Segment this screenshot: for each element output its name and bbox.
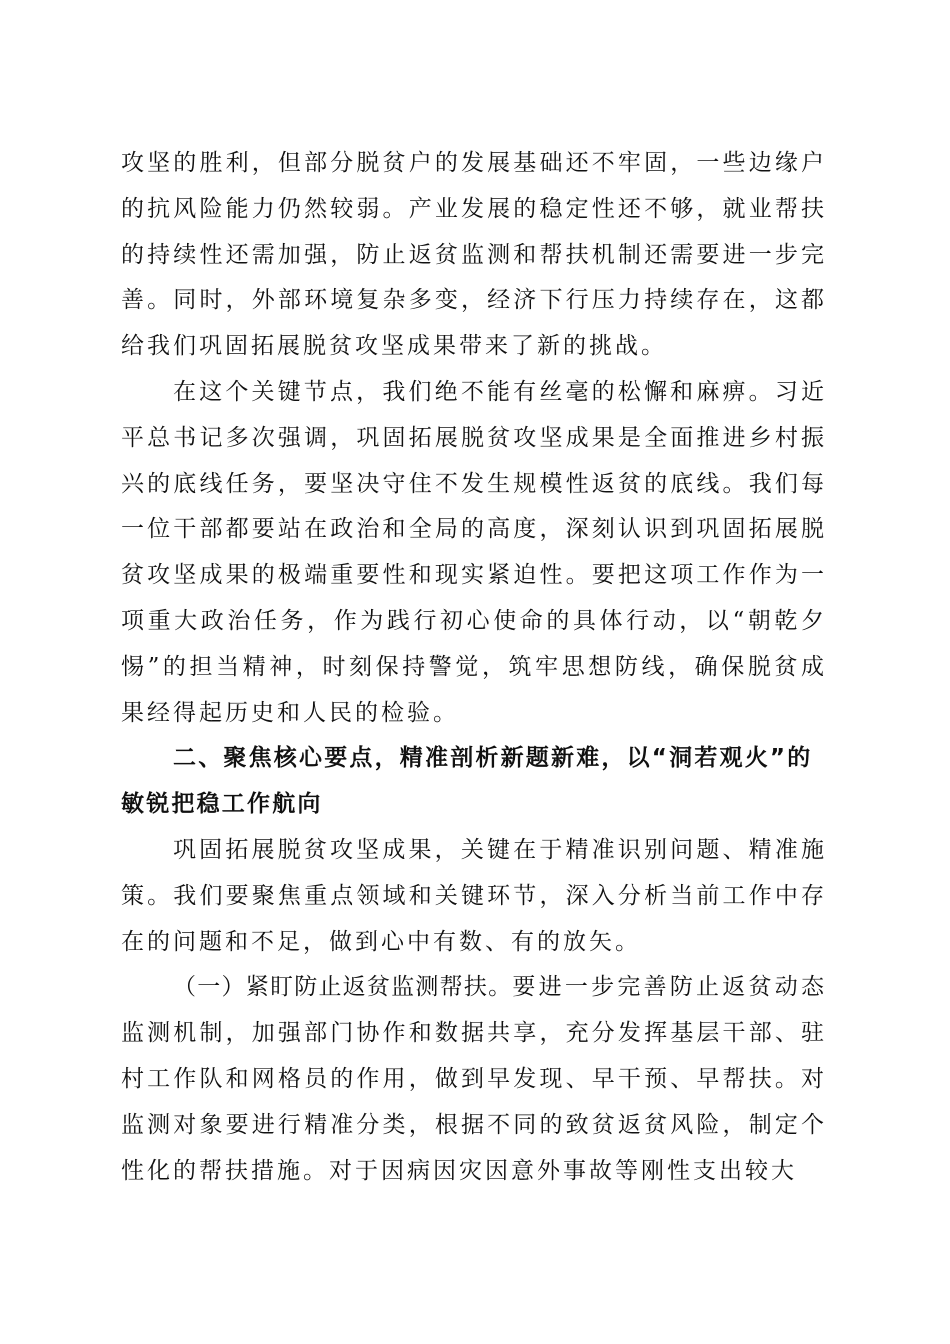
subsection-one-label: （一）紧盯防止返贫监测帮扶。 — [173, 974, 513, 1001]
paragraph-continuation: 攻坚的胜利，但部分脱贫户的发展基础还不牢固，一些边缘户的抗风险能力仍然较弱。产业发展的稳定性还不够，就业帮扶的持续性还需加强，防止返贫监测和帮扶机制还需要进一步完善。同时，外部环境复杂多变，经济下行压力持续存在，这都给我们巩固拓展脱贫攻坚成果带来了新的挑战。 — [121, 150, 827, 360]
paragraph-key-moment: 在这个关键节点，我们绝不能有丝毫的松懈和麻痹。习近平总书记多次强调，巩固拓展脱贫攻坚成果是全面推进乡村振兴的底线任务，要坚决守住不发生规模性返贫的底线。我们每一位干部都要站在政治和全局的高度，深刻认识到巩固拓展脱贫攻坚成果的极端重要性和现实紧迫性。要把这项工作作为一项重大政治任务，作为践行初心使命的具体行动，以“朝乾夕惕”的担当精神，时刻保持警觉，筑牢思想防线，确保脱贫成果经得起历史和人民的检验。 — [121, 378, 827, 726]
paragraph-subsection-one — [121, 965, 827, 1194]
document-body — [121, 141, 827, 1194]
section-heading-two: 二、聚焦核心要点，精准剖析新题新难，以“洞若观火”的敏锐把稳工作航向 — [121, 745, 813, 818]
subsection-one-text: 要进一步完善防止返贫动态监测机制，加强部门协作和数据共享，充分发挥基层干部、驻村工作队和网格员的作用，做到早发现、早干预、早帮扶。对监测对象要进行精准分类，根据不同的致贫返贫风险，制定个性化的帮扶措施。对于因病因灾因意外事故等刚性支出较大 — [121, 974, 828, 1184]
paragraph-section-intro: 巩固拓展脱贫攻坚成果，关键在于精准识别问题、精准施策。我们要聚焦重点领域和关键环节，深入分析当前工作中存在的问题和不足，做到心中有数、有的放矢。 — [121, 836, 827, 955]
